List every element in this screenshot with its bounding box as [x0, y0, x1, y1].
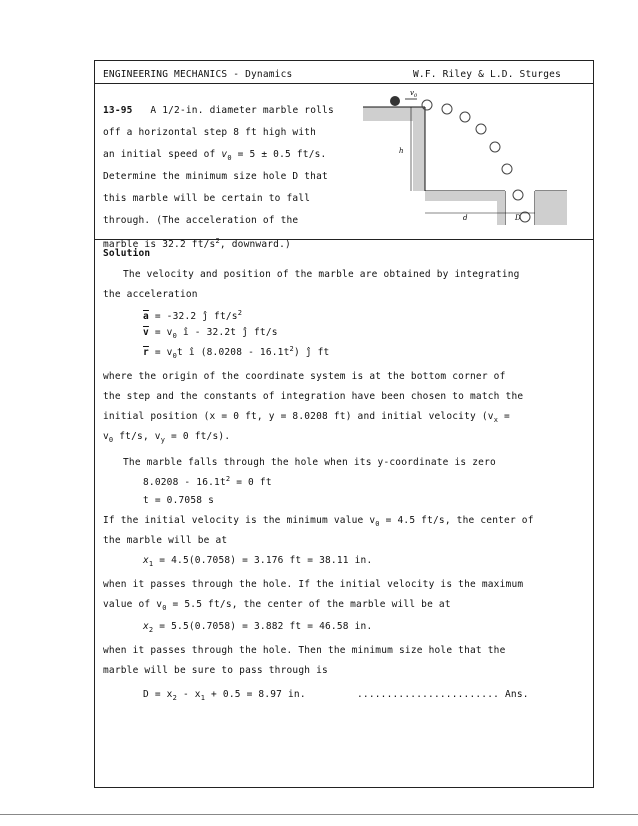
step-ground — [363, 107, 567, 225]
solution-text: If the initial velocity is the minimum value $v_0 = 4.5$ ft/s, the center of — [103, 515, 534, 528]
problem-line: A 1/2-in. diameter marble rolls — [150, 105, 334, 116]
solution-text: The marble falls through the hole when its y-coordinate is zero — [123, 457, 496, 468]
D-label: D — [515, 214, 521, 222]
equation-velocity: $\overline{v} = v_0$ î - 32.2t ĵ ft/s — [143, 327, 278, 340]
answer-marker: ........................ Ans. — [357, 689, 529, 700]
equation-acceleration: $\overline{a} = -32.2$ ĵ $ft/s^2$ — [143, 309, 243, 323]
solution-text: $v_0$ ft/s, $v_y = 0$ ft/s). — [103, 431, 231, 444]
solution-text: the marble will be at — [103, 535, 228, 546]
problem-line: through. (The acceleration of the — [103, 215, 299, 226]
problem-line: off a horizontal step 8 ft high with — [103, 127, 317, 138]
marble-icon — [390, 96, 400, 106]
problem-line: marble is 32.2 $ft/s^2$, downward.) — [103, 237, 291, 251]
equation-position: $\overline{r} = v_0t$ î $(8.0208 - 16.1t^2)$ ĵ ft — [143, 345, 330, 361]
solution-text: when it passes through the hole. If the initial velocity is the maximum — [103, 579, 524, 590]
v0-label: $v_0$ — [410, 89, 418, 99]
problem-line: an initial speed of $v_0 = 5 \pm 0.5$ ft/s. — [103, 149, 327, 162]
d-label: d — [463, 214, 468, 222]
solution-text: The velocity and position of the marble are obtained by integrating — [123, 269, 520, 280]
header-authors: W.F. Riley & L.D. Sturges — [413, 69, 561, 80]
h-label: h — [399, 147, 404, 155]
equation-time: $8.0208 - 16.1t^2 = 0$ ft — [143, 475, 272, 489]
header-divider — [95, 83, 593, 84]
problem-line: this marble will be certain to fall — [103, 193, 311, 204]
equation-x2: $x_2 = 5.5(0.7058) = 3.882$ ft = 46.58 in. — [143, 621, 373, 634]
solution-text: marble will be sure to pass through is — [103, 665, 328, 676]
solution-text: when it passes through the hole. Then the minimum size hole that the — [103, 645, 506, 656]
header-title: ENGINEERING MECHANICS - Dynamics — [103, 69, 293, 80]
equation-answer: $D = x_2 - x_1 + 0.5 = 8.97$ in. — [143, 689, 306, 702]
trajectory-path — [422, 100, 530, 222]
solution-text: the acceleration — [103, 289, 198, 300]
equation-time-result: t = 0.7058 s — [143, 495, 215, 506]
solution-text: the step and the constants of integration have been chosen to match the — [103, 391, 524, 402]
solution-text: value of $v_0 = 5.5$ ft/s, the center of the marble will be at — [103, 599, 451, 612]
problem-line: Determine the minimum size hole D that — [103, 171, 328, 182]
solution-text: where the origin of the coordinate system is at the bottom corner of — [103, 371, 506, 382]
solution-text: initial position (x = 0 ft, y = 8.0208 ft) and initial velocity ($v_x$ = — [103, 411, 510, 424]
problem-number: 13-95 — [103, 105, 133, 116]
marble-step-figure — [355, 89, 605, 235]
solution-heading: Solution — [103, 248, 151, 259]
statement-divider — [95, 239, 593, 240]
page-bottom-rule — [0, 814, 638, 815]
equation-x1: $x_1 = 4.5(0.7058) = 3.176$ ft = 38.11 in. — [143, 555, 373, 568]
